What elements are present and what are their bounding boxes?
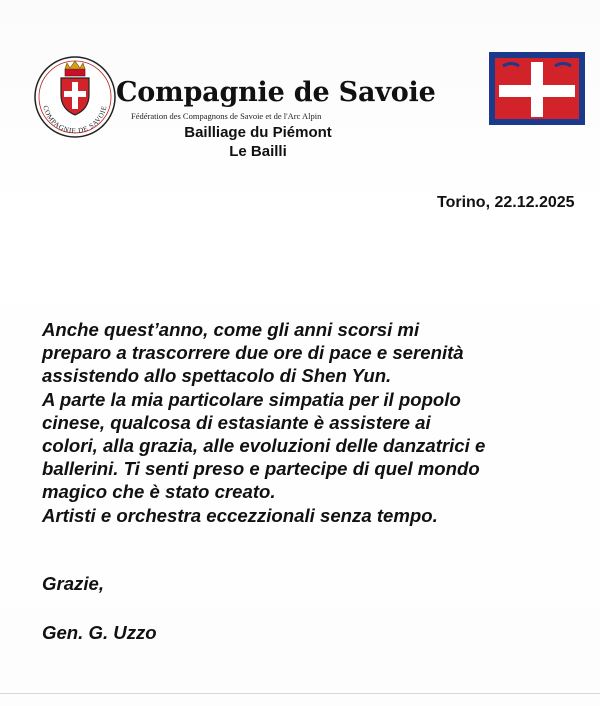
letter-body [42, 318, 582, 527]
body-line: cinese, qualcosa di estasiante è assistere ai [42, 411, 431, 433]
federation-line: Fédération des Compagnons de Savoie et de l'Arc Alpin [131, 111, 322, 121]
body-line: magico che è stato creato. [42, 481, 276, 503]
savoy-flag-icon [489, 52, 585, 125]
page-divider [0, 693, 600, 694]
body-line: Anche quest’anno, come gli anni scorsi mi [42, 319, 420, 340]
body-line: preparo a trascorrere due ore di pace e serenità [42, 342, 464, 364]
body-line: assistendo allo spettacolo di Shen Yun. [42, 365, 392, 387]
body-line: Artisti e orchestra eccezzionali senza tempo. [42, 504, 438, 526]
seal-text: COMPAGNIE DE SAVOIE [41, 104, 109, 136]
role-title: Le Bailli [229, 143, 287, 160]
body-line: ballerini. Ti senti preso e partecipe di quel mondo [42, 458, 480, 480]
signature-name: Gen. G. Uzzo [42, 622, 157, 643]
closing-text: Grazie, [42, 573, 105, 594]
bailliage-title: Bailliage du Piémont [184, 124, 332, 141]
letter-date: Torino, 22.12.2025 [437, 194, 575, 211]
body-line: A parte la mia particolare simpatia per il popolo [42, 388, 461, 410]
savoy-cross-crest-icon [33, 55, 117, 139]
body-line: colori, alla grazia, alle evoluzioni delle danzatrici e [42, 435, 486, 457]
org-name: Compagnie de Savoie [116, 77, 436, 108]
